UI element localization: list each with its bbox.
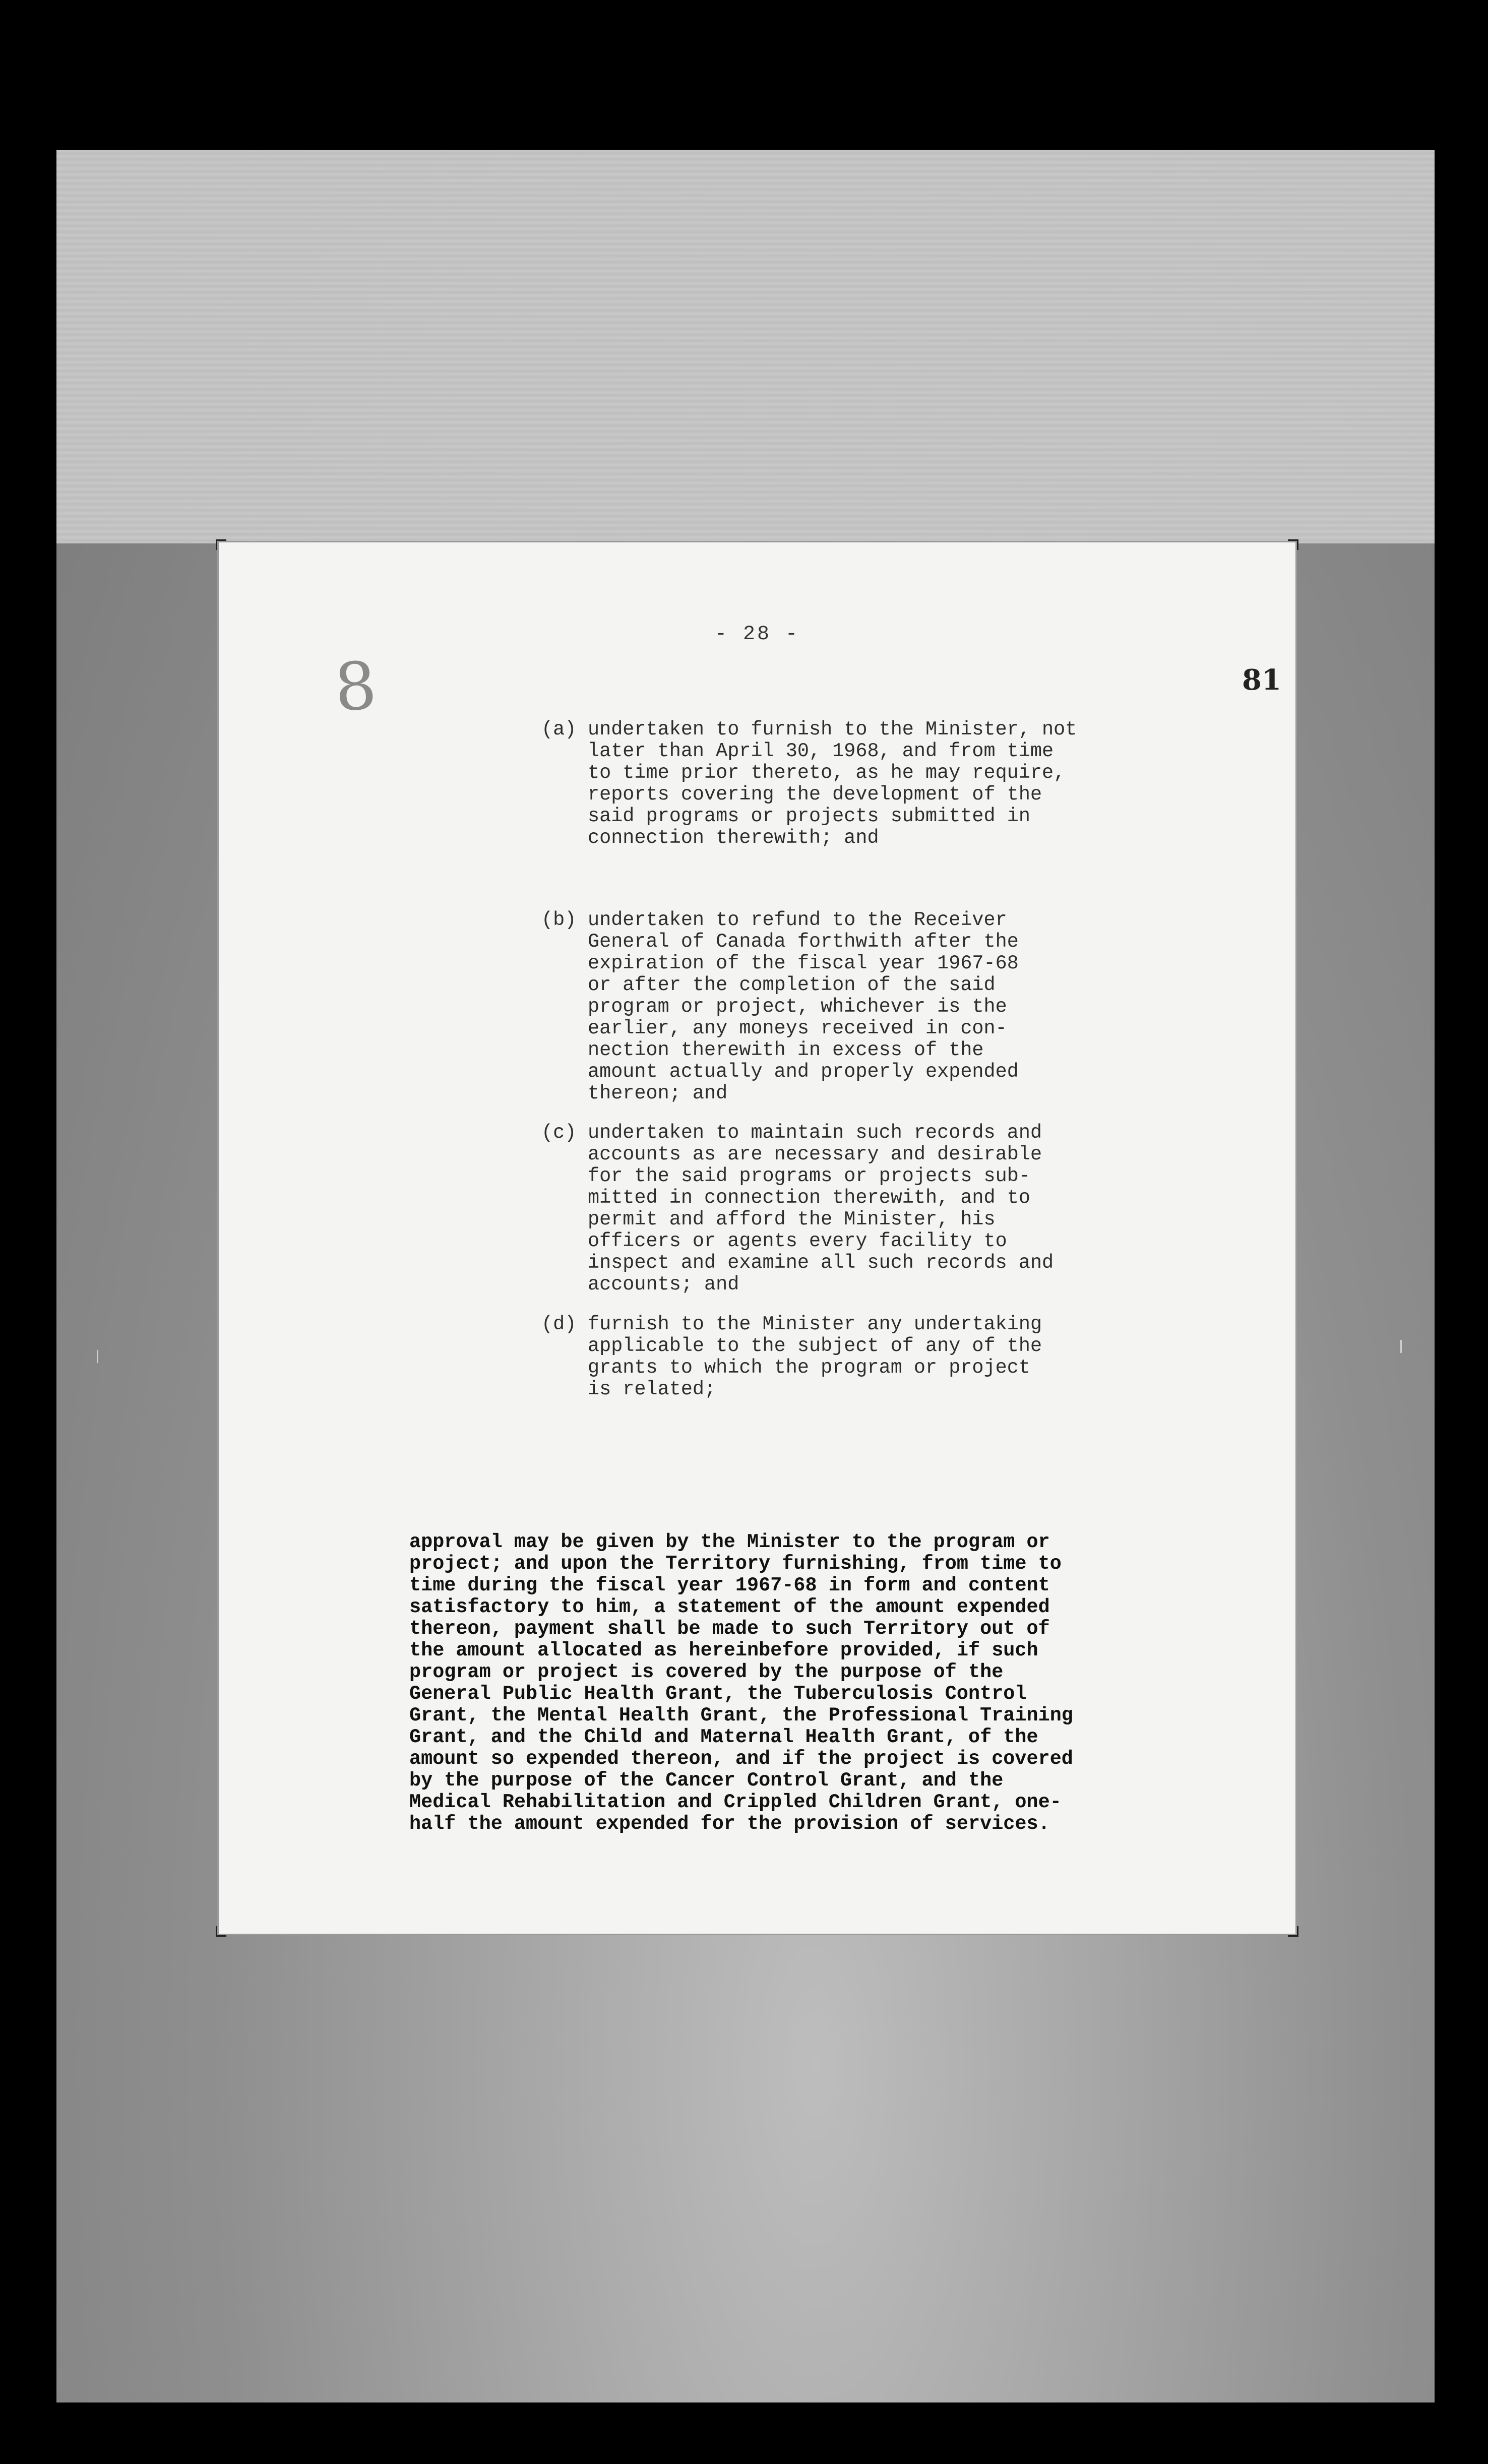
scan-frame: [56, 150, 1435, 2403]
clause-text: undertaken to maintain such records and accounts as are necessary and desirable for the said programs or projects sub- mitted in connection therewith, and to permit and afford the Minister, his officers or agents every facility to inspect and examine all such records and accounts; and: [588, 1122, 1054, 1296]
clause-label: (b): [541, 909, 577, 931]
clause-label: (d): [541, 1313, 577, 1335]
clause-d: [541, 1314, 1136, 1400]
clause-a: [541, 719, 1136, 849]
clause-text: undertaken to refund to the Receiver General of Canada forthwith after the expiration of the fiscal year 1967-68 or after the completion of the said program or project, whichever is the earlier, any moneys received in con- nection therewith in excess of the amount actually and properly expended thereon; and: [588, 909, 1019, 1104]
margin-tick: [97, 1350, 98, 1363]
closing-paragraph: approval may be given by the Minister to the program or project; and upon the Territory furnishing, from time to time during the fiscal year 1967-68 in form and content satisfactory to him, a statement of the amount expended thereon, payment shall be made to such Territory out of the amount allocated as hereinbefore provided, if such program or project is covered by the purpose of the General Public Health Grant, the Tuberculosis Control Grant, the Mental Health Grant, the Professional Training Grant, and the Child and Maternal Health Grant, of the amount so expended thereon, and if the project is covered by the purpose of the Cancer Control Grant, and the Medical Rehabilitation and Crippled Children Grant, one- half the amount expended for the provision of services.: [409, 1531, 1073, 1835]
crop-mark-bottom-right: [1288, 1926, 1298, 1937]
clause-label: (a): [541, 718, 577, 741]
clause-text: furnish to the Minister any undertaking applicable to the subject of any of the grants to which the program or project is related;: [588, 1313, 1042, 1400]
margin-tick: [1400, 1340, 1402, 1353]
crop-mark-top-left: [216, 539, 226, 550]
crop-mark-bottom-left: [216, 1926, 226, 1937]
clause-label: (c): [541, 1122, 577, 1144]
page-number: - 28 -: [714, 623, 800, 646]
archive-number: 81: [1242, 663, 1281, 697]
document-page: [219, 542, 1295, 1934]
backing-sheet: [56, 150, 1435, 543]
clause-c: [541, 1122, 1136, 1296]
clause-b: [541, 909, 1136, 1104]
handwritten-mark: 8: [332, 647, 379, 726]
clause-text: undertaken to furnish to the Minister, not later than April 30, 1968, and from time to time prior thereto, as he may require, reports covering the development of the said programs or projects submitted in connection therewith; and: [588, 718, 1077, 849]
crop-mark-top-right: [1288, 539, 1298, 550]
